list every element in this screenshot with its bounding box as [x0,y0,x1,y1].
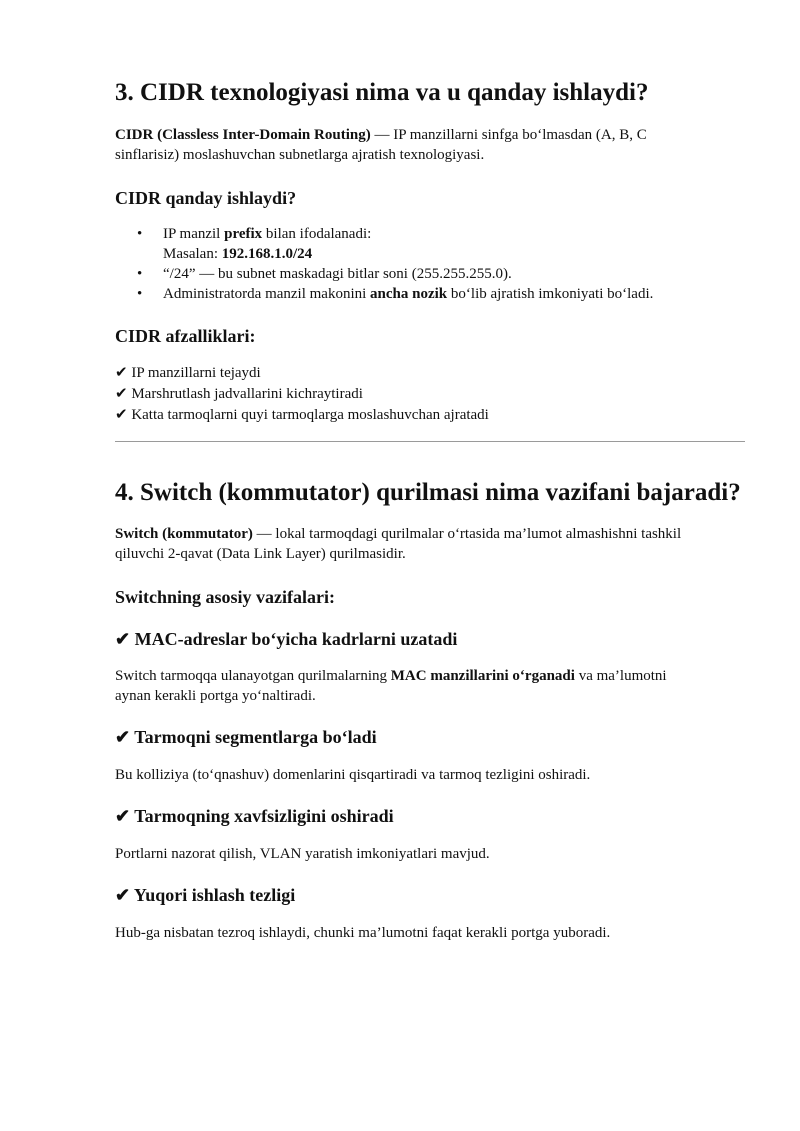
section3-adv-list [115,363,745,426]
list-item-text: bo‘lib ajratish imkoniyati bo‘ladi. [447,286,654,302]
list-item: ✔ Katta tarmoqlarni quyi tarmoqlarga moslashuvchan ajratadi [115,407,489,423]
section4-intro-term: Switch (kommutator) [115,526,253,542]
task4-text: Hub-ga nisbatan tezroq ishlaydi, chunki ma’lumotni faqat kerakli portga yuboradi. [115,925,611,941]
section3-intro-rest: — IP manzillarni sinfga bo‘lmasdan (A, B, C [370,127,647,143]
task3-heading: ✔ Tarmoqning xavfsizligini oshiradi [115,806,394,826]
section3-intro-line2: sinflarisiz) moslashuvchan subnetlarga ajratish texnologiyasi. [115,147,485,163]
list-item-text: IP manzil [163,226,225,242]
section4-intro-line2: qiluvchi 2-qavat (Data Link Layer) qurilmasidir. [115,546,406,562]
section4-intro-rest: — lokal tarmoqdagi qurilmalar o‘rtasida ma’lumot almashishni tashkil [252,526,682,542]
task1-text [115,666,745,706]
task2-text: Bu kolliziya (to‘qnashuv) domenlarini qisqartiradi va tarmoq tezligini oshiradi. [115,767,591,783]
section3-how-list [115,224,745,304]
section4-intro [115,524,745,564]
section3-intro-term: CIDR (Classless Inter-Domain Routing) [115,127,371,143]
list-item [115,284,745,304]
task2-heading: ✔ Tarmoqni segmentlarga bo‘ladi [115,727,377,747]
list-item [115,224,745,264]
section3-how-heading: CIDR qanday ishlaydi? [115,188,297,208]
list-item-text: “/24” — bu subnet maskadagi bitlar soni (255.255.255.0). [163,266,512,282]
list-item [115,264,745,284]
task1-text-part: va ma’lumotni [574,668,667,684]
list-item-bold: 192.168.1.0/24 [221,246,313,262]
list-item: ✔ Marshrutlash jadvallarini kichraytiradi [115,386,363,402]
section3-adv-heading: CIDR afzalliklari: [115,326,256,346]
bullet-icon: • [137,226,143,242]
task1-heading: ✔ MAC-adreslar bo‘yicha kadrlarni uzatadi [115,629,458,649]
list-item: ✔ IP manzillarni tejaydi [115,365,261,381]
section4-title: 4. Switch (kommutator) qurilmasi nima vazifani bajaradi? [115,479,741,506]
list-item-text: bilan ifodalanadi: [262,226,372,242]
task1-text-part: Switch tarmoqqa ulanayotgan qurilmalarning [115,668,391,684]
bullet-icon: • [137,286,143,302]
task1-text-bold: MAC manzillarini o‘rganadi [390,668,575,684]
list-item-text: Administratorda manzil makonini [163,286,371,302]
section3-intro [115,125,745,165]
task4-heading: ✔ Yuqori ishlash tezligi [115,885,296,905]
task1-text-line2: aynan kerakli portga yo‘naltiradi. [115,688,316,704]
list-item-bold: prefix [224,226,263,242]
task3-text: Portlarni nazorat qilish, VLAN yaratish imkoniyatlari mavjud. [115,846,490,862]
document-page [115,78,745,943]
list-item-text: Masalan: [163,246,222,262]
section4-tasks-heading: Switchning asosiy vazifalari: [115,587,336,607]
section3-title: 3. CIDR texnologiyasi nima va u qanday ishlaydi? [115,79,649,106]
section-divider [115,441,745,442]
bullet-icon: • [137,266,143,282]
list-item-bold: ancha nozik [370,286,448,302]
